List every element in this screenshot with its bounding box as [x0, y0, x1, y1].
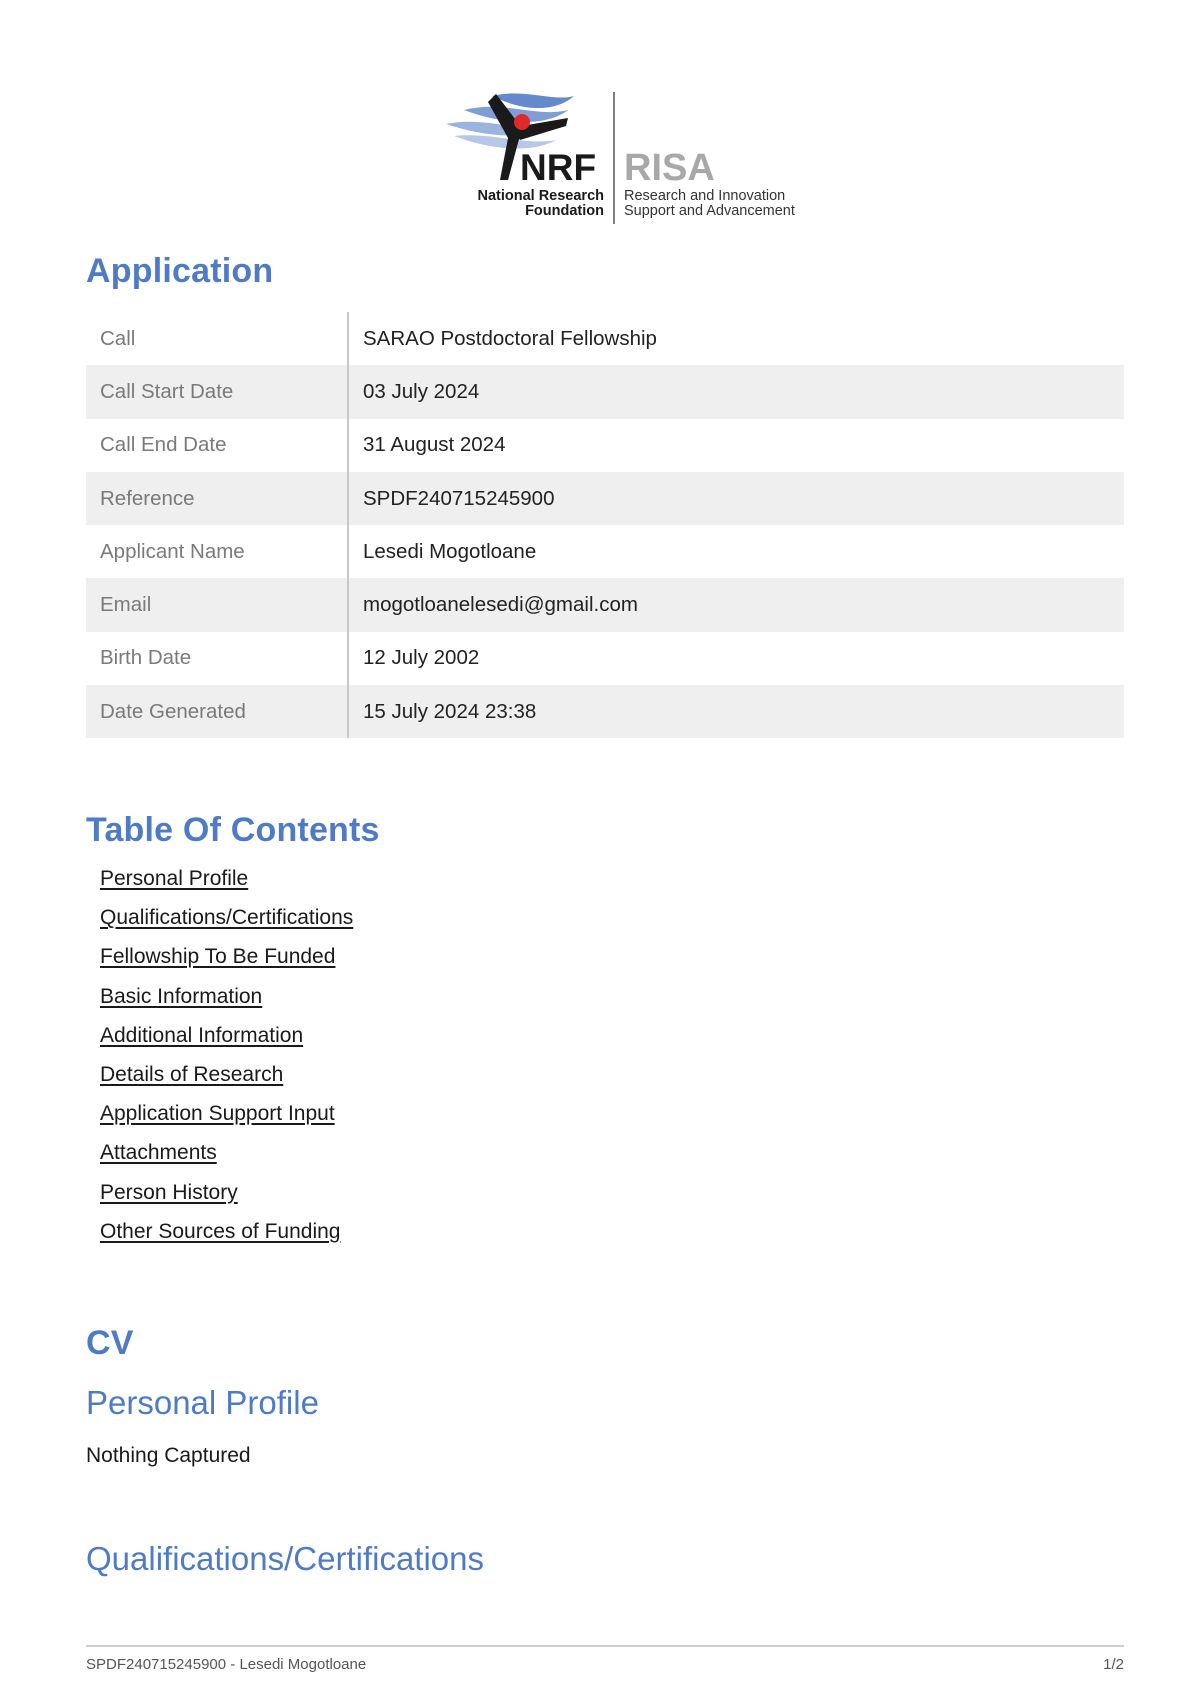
toc-link[interactable]: Qualifications/Certifications	[100, 906, 354, 930]
toc-heading: Table Of Contents	[86, 811, 380, 849]
document-page	[86, 0, 1124, 1698]
personal-profile-heading: Personal Profile	[86, 1384, 319, 1421]
nrf-risa-logo	[444, 88, 796, 236]
nrf-line-1: National Research	[477, 188, 604, 204]
row-label: Birth Date	[86, 632, 348, 685]
table-row	[86, 525, 1124, 578]
page-number: 1/2	[1103, 1656, 1124, 1673]
toc-link[interactable]: Other Sources of Funding	[100, 1219, 341, 1243]
row-label: Date Generated	[86, 685, 348, 738]
row-label: Reference	[86, 472, 348, 525]
personal-profile-text: Nothing Captured	[86, 1444, 251, 1467]
nrf-line-2: Foundation	[525, 203, 604, 219]
table-row	[86, 365, 1124, 418]
toc-item	[100, 1219, 353, 1258]
application-heading: Application	[86, 252, 274, 290]
toc-link[interactable]: Person History	[100, 1180, 238, 1204]
toc-item	[100, 1180, 353, 1219]
toc-item	[100, 984, 353, 1023]
table-of-contents	[100, 866, 353, 1258]
toc-link[interactable]: Additional Information	[100, 1023, 304, 1047]
row-value: Lesedi Mogotloane	[363, 539, 537, 563]
toc-link[interactable]: Personal Profile	[100, 867, 249, 890]
risa-line-1: Research and Innovation	[624, 188, 786, 204]
nrf-wordmark: NRF	[520, 147, 597, 188]
toc-link[interactable]: Attachments	[100, 1141, 217, 1165]
table-row	[86, 312, 1124, 365]
footer-divider	[86, 1645, 1124, 1647]
row-label: Call End Date	[86, 419, 348, 472]
footer-reference: SPDF240715245900 - Lesedi Mogotloane	[86, 1656, 367, 1673]
toc-item	[100, 1140, 353, 1179]
row-value: 31 August 2024	[363, 433, 506, 457]
toc-item	[100, 1101, 353, 1140]
table-row	[86, 632, 1124, 685]
toc-link[interactable]: Application Support Input	[100, 1102, 335, 1126]
row-label: Email	[86, 578, 348, 631]
table-row	[86, 578, 1124, 631]
row-value: 03 July 2024	[348, 365, 1124, 418]
row-value: 12 July 2002	[363, 646, 480, 670]
row-value: SPDF240715245900	[348, 472, 1124, 525]
toc-link[interactable]: Basic Information	[100, 984, 263, 1008]
table-row	[86, 419, 1124, 472]
table-row	[86, 472, 1124, 525]
risa-line-2: Support and Advancement	[624, 203, 795, 219]
toc-item	[100, 1023, 353, 1062]
row-value: SARAO Postdoctoral Fellowship	[363, 326, 657, 350]
row-label: Call Start Date	[86, 365, 348, 418]
qualifications-heading: Qualifications/Certifications	[86, 1540, 484, 1577]
toc-link[interactable]: Details of Research	[100, 1062, 284, 1086]
row-value: mogotloanelesedi@gmail.com	[348, 578, 1124, 631]
row-label: Applicant Name	[86, 525, 348, 578]
toc-item	[100, 866, 353, 905]
row-value: 15 July 2024 23:38	[348, 685, 1124, 738]
application-table	[86, 312, 1124, 738]
row-label: Call	[86, 312, 348, 365]
risa-wordmark: RISA	[624, 147, 715, 189]
toc-link[interactable]: Fellowship To Be Funded	[100, 945, 336, 969]
table-row	[86, 685, 1124, 738]
toc-item	[100, 944, 353, 983]
toc-item	[100, 905, 353, 944]
cv-heading: CV	[86, 1324, 134, 1362]
toc-item	[100, 1062, 353, 1101]
